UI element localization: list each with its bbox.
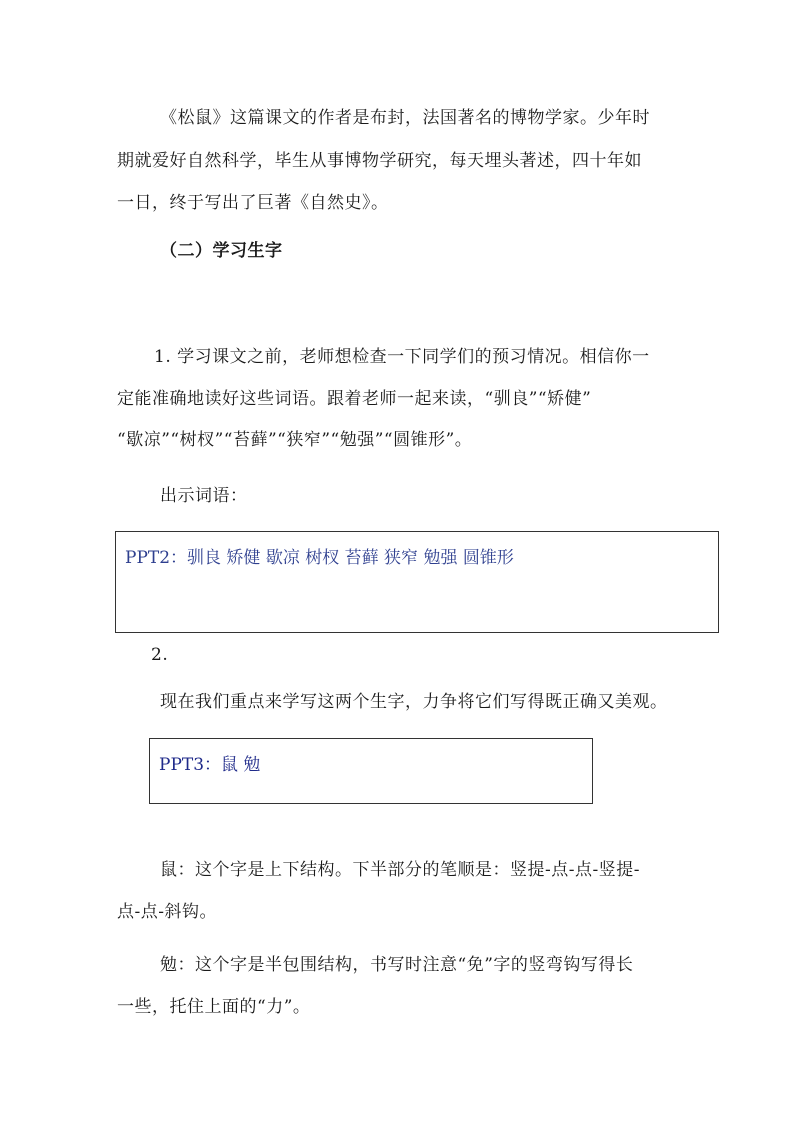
step2-number: 2. <box>151 645 169 665</box>
step1-line-2: 定能准确地读好这些词语。跟着老师一起来读，“驯良”“矫健” <box>117 389 592 409</box>
step1-line-1: 1. 学习课文之前，老师想检查一下同学们的预习情况。相信你一 <box>154 347 650 367</box>
shu-line-1: 鼠：这个字是上下结构。下半部分的笔顺是：竖提-点-点-竖提- <box>160 860 640 880</box>
shu-line-2: 点-点-斜钩。 <box>117 902 217 922</box>
ppt2-text: PPT2：驯良 矫健 歇凉 树杈 苔藓 狭窄 勉强 圆锥形 <box>125 548 514 568</box>
mian-line-2: 一些，托住上面的“力”。 <box>117 997 311 1017</box>
intro-line-1: 《松鼠》这篇课文的作者是布封，法国著名的博物学家。少年时 <box>160 108 650 128</box>
step1-line-3: “歇凉”“树杈”“苔藓”“狭窄”“勉强”“圆锥形”。 <box>117 430 473 450</box>
intro-line-2: 期就爱好自然科学，毕生从事博物学研究，每天埋头著述，四十年如 <box>117 151 642 171</box>
section-heading: （二）学习生字 <box>160 241 283 261</box>
ppt3-box <box>149 738 593 804</box>
mian-line-1: 勉：这个字是半包围结构，书写时注意“免”字的竖弯钩写得长 <box>160 955 634 975</box>
intro-line-3: 一日，终于写出了巨著《自然史》。 <box>117 193 389 213</box>
ppt3-text: PPT3：鼠 勉 <box>159 755 261 775</box>
step2-line-1: 现在我们重点来学写这两个生字，力争将它们写得既正确又美观。 <box>160 692 668 712</box>
ppt2-box <box>115 531 719 633</box>
show-words-label: 出示词语： <box>160 486 248 506</box>
